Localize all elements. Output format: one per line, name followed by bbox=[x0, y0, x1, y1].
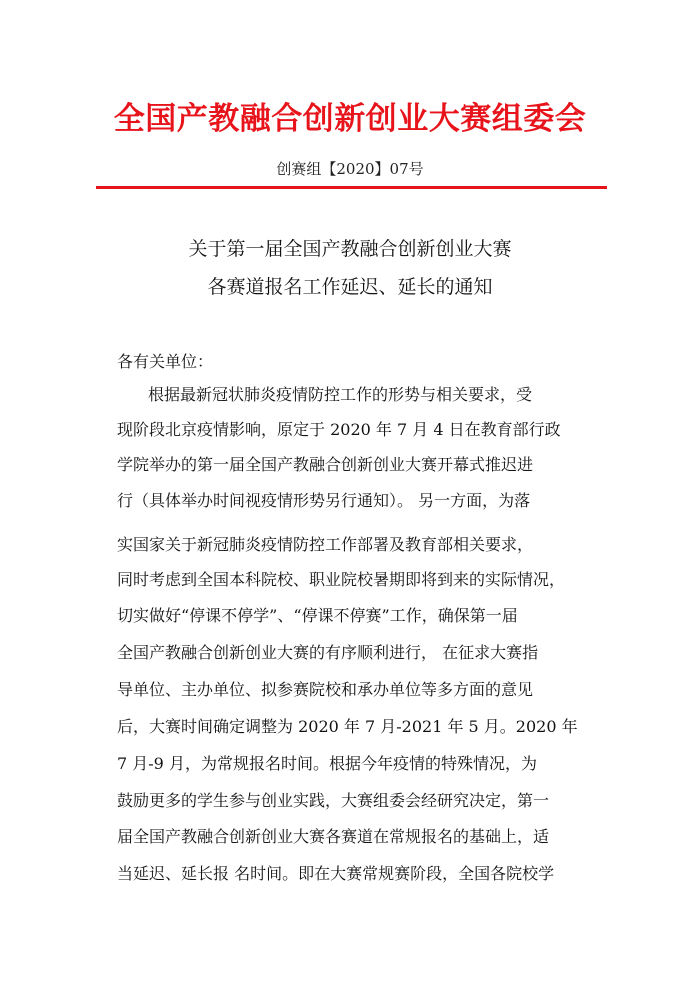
body-line: 根据最新冠状肺炎疫情防控工作的形势与相关要求，受 bbox=[148, 385, 533, 404]
body-line: 实国家关于新冠肺炎疫情防控工作部署及教育部相关要求， bbox=[117, 535, 534, 554]
body-line: 鼓励更多的学生参与创业实践，大赛组委会经研究决定，第一 bbox=[117, 791, 550, 810]
body-line: 学院举办的第一届全国产教融合创新创业大赛开幕式推迟进 bbox=[117, 455, 534, 474]
org-title: 全国产教融合创新创业大赛组委会 bbox=[113, 101, 587, 137]
salutation: 各有关单位： bbox=[117, 352, 214, 371]
body-line: 届全国产教融合创新创业大赛各赛道在常规报名的基础上，适 bbox=[117, 827, 550, 846]
document-number: 创赛组【2020】07号 bbox=[276, 160, 424, 178]
notice-title-line-1: 关于第一届全国产教融合创新创业大赛 bbox=[188, 238, 512, 260]
body-line: 全国产教融合创新创业大赛的有序顺利进行， 在征求大赛指 bbox=[117, 643, 539, 662]
notice-title-line-2: 各赛道报名工作延迟、延长的通知 bbox=[207, 276, 493, 298]
body-line: 导单位、主办单位、拟参赛院校和承办单位等多方面的意见 bbox=[117, 680, 534, 699]
body-line: 现阶段北京疫情影响，原定于 2020 年 7 月 4 日在教育部行政 bbox=[117, 420, 561, 439]
body-line: 同时考虑到全国本科院校、职业院校暑期即将到来的实际情况， bbox=[117, 570, 566, 589]
body-line: 7 月-9 月，为常规报名时间。根据今年疫情的特殊情况，为 bbox=[117, 754, 537, 773]
body-line: 后，大赛时间确定调整为 2020 年 7 月-2021 年 5 月。2020 年 bbox=[117, 717, 578, 736]
body-line: 行（具体举办时间视疫情形势另行通知）。 另一方面，为落 bbox=[117, 491, 531, 510]
body-line: 切实做好“停课不停学”、“停课不停赛”工作，确保第一届 bbox=[117, 606, 518, 625]
body-line: 当延迟、延长报 名时间。即在大赛常规赛阶段，全国各院校学 bbox=[117, 864, 555, 883]
red-divider-line bbox=[96, 186, 607, 189]
